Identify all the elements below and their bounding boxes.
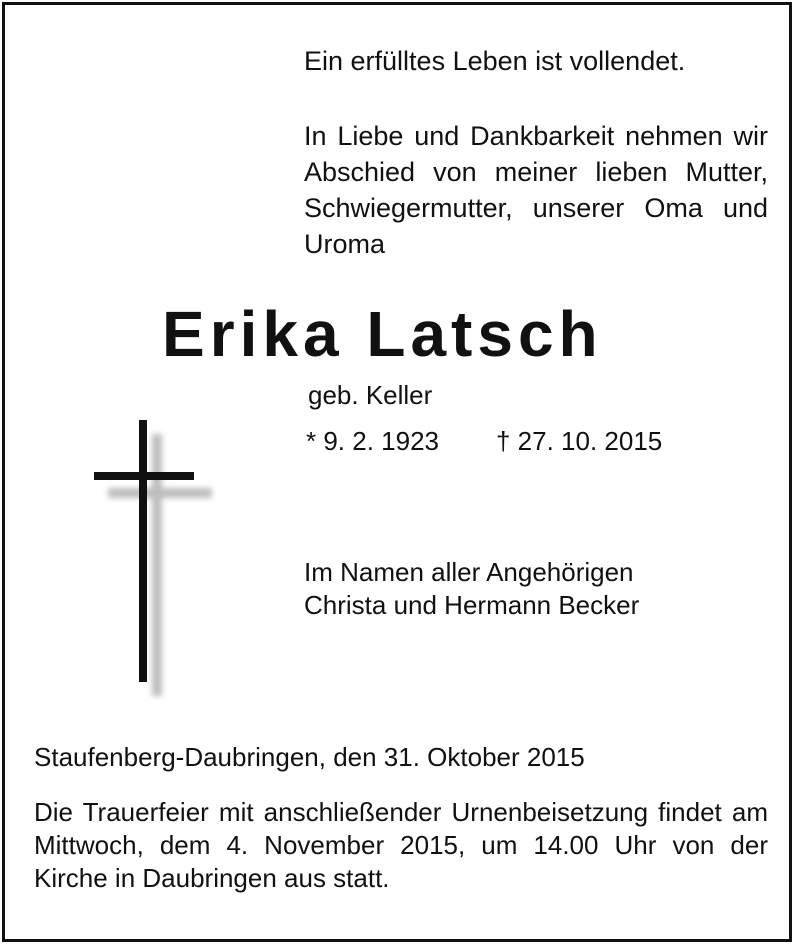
birth-date: * 9. 2. 1923 bbox=[306, 426, 439, 456]
mourners-line-2: Christa und Hermann Becker bbox=[304, 590, 640, 620]
death-date: † 27. 10. 2015 bbox=[496, 426, 663, 456]
cross-icon bbox=[94, 420, 216, 700]
service-info: Die Trauerfeier mit anschließender Urnenbeisetzung findet am Mittwoch, dem 4. November 2015, um 14.00 Uhr von der Kirche in Daubringen aus statt. bbox=[34, 797, 768, 893]
mourners bbox=[304, 556, 639, 622]
place-date: Staufenberg-Daubringen, den 31. Oktober 2015 bbox=[34, 742, 585, 772]
mourners-line-1: Im Namen aller Angehörigen bbox=[304, 557, 634, 587]
motto: Ein erfülltes Leben ist vollendet. bbox=[304, 46, 686, 76]
life-dates bbox=[306, 424, 662, 458]
intro-text: In Liebe und Dankbarkeit nehmen wir Abschied von meiner lieben Mutter, Schwiegermutter, unserer Oma und Uroma bbox=[304, 121, 768, 259]
maiden-name: geb. Keller bbox=[308, 380, 433, 410]
deceased-name: Erika Latsch bbox=[162, 298, 603, 370]
cross-shape bbox=[94, 420, 194, 682]
